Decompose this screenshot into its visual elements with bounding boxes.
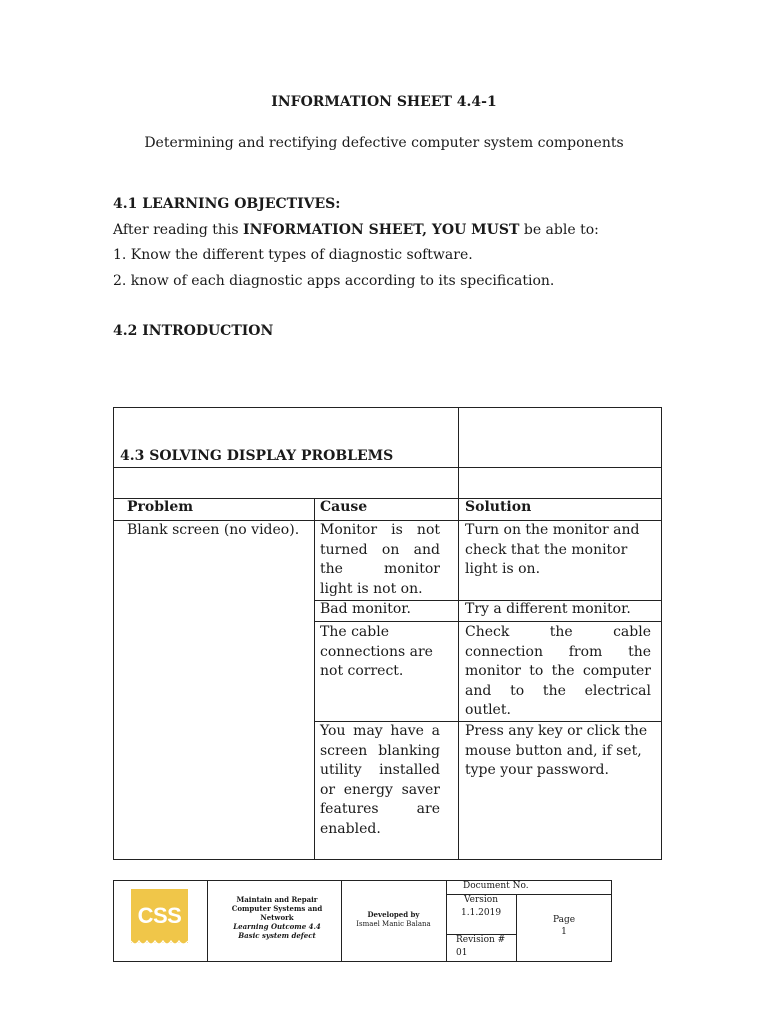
column-header-problem: Problem	[127, 499, 194, 515]
problem-cell: Blank screen (no video).	[127, 522, 300, 538]
table-rule	[458, 408, 459, 859]
table-rule	[314, 498, 315, 859]
course-line: Maintain and Repair	[236, 895, 318, 904]
learning-outcome	[227, 922, 327, 931]
solution-cell: Press any key or click the mouse button and, if set, type your password.	[465, 723, 648, 779]
version-label: Version	[464, 895, 499, 905]
topic-text: Basic system defect	[238, 931, 316, 940]
revision-label: Revision #	[456, 935, 506, 945]
introduction-heading: 4.2 INTRODUCTION	[113, 323, 274, 339]
objective-item: 2. know of each diagnostic apps according to its specification.	[113, 273, 555, 289]
footer-rule	[207, 881, 208, 961]
topic	[227, 931, 327, 940]
objectives-intro	[113, 222, 599, 238]
cause-cell: Monitor is not turned on and the monitor light is not on.	[320, 522, 440, 597]
logo-wave-icon	[131, 939, 188, 947]
document-subtitle: Determining and rectifying defective computer system components	[144, 135, 624, 151]
objectives-intro-bold: INFORMATION SHEET, YOU MUST	[243, 222, 520, 238]
objectives-intro-end: be able to:	[519, 222, 599, 238]
solution-cell: Check the cable connection from the monitor to the computer and to the electrical outlet.	[465, 624, 651, 719]
column-header-cause: Cause	[320, 499, 368, 515]
column-header-solution: Solution	[465, 499, 532, 515]
page-number: 1	[561, 927, 567, 937]
developer-name: Ismael Manic Balana	[356, 920, 431, 928]
version-value: 1.1.2019	[461, 908, 502, 918]
table-rule	[114, 467, 661, 468]
solution-cell: Try a different monitor.	[465, 601, 631, 617]
objectives-intro-text: After reading this	[113, 222, 244, 238]
course-line: Computer Systems and	[231, 904, 323, 913]
cause-cell: You may have a screen blanking utility installed or energy saver features are enabled.	[320, 723, 440, 837]
footer-rule	[446, 881, 447, 961]
developed-by-label: Developed by	[367, 910, 420, 919]
display-problems-table	[113, 407, 662, 860]
footer-rule	[341, 881, 342, 961]
revision-value: 01	[456, 948, 468, 958]
document-title: INFORMATION SHEET 4.4-1	[271, 94, 497, 110]
objective-item: 1. Know the different types of diagnostic software.	[113, 247, 473, 263]
cause-cell: Bad monitor.	[320, 601, 411, 617]
document-footer	[113, 880, 612, 962]
table-rule	[314, 621, 661, 622]
solution-cell: Turn on the monitor and check that the monitor light is on.	[465, 522, 640, 578]
objectives-heading: 4.1 LEARNING OBJECTIVES:	[113, 196, 341, 212]
table-heading: 4.3 SOLVING DISPLAY PROBLEMS	[120, 448, 394, 464]
css-logo	[131, 889, 188, 943]
course-line: Network	[260, 913, 294, 922]
page-label: Page	[552, 915, 576, 925]
document-number-label: Document No.	[463, 881, 529, 891]
cause-cell: The cable connections are not correct.	[320, 624, 433, 680]
css-logo-text: CSS	[137, 903, 182, 928]
learning-outcome-text: Learning Outcome 4.4	[233, 922, 321, 931]
